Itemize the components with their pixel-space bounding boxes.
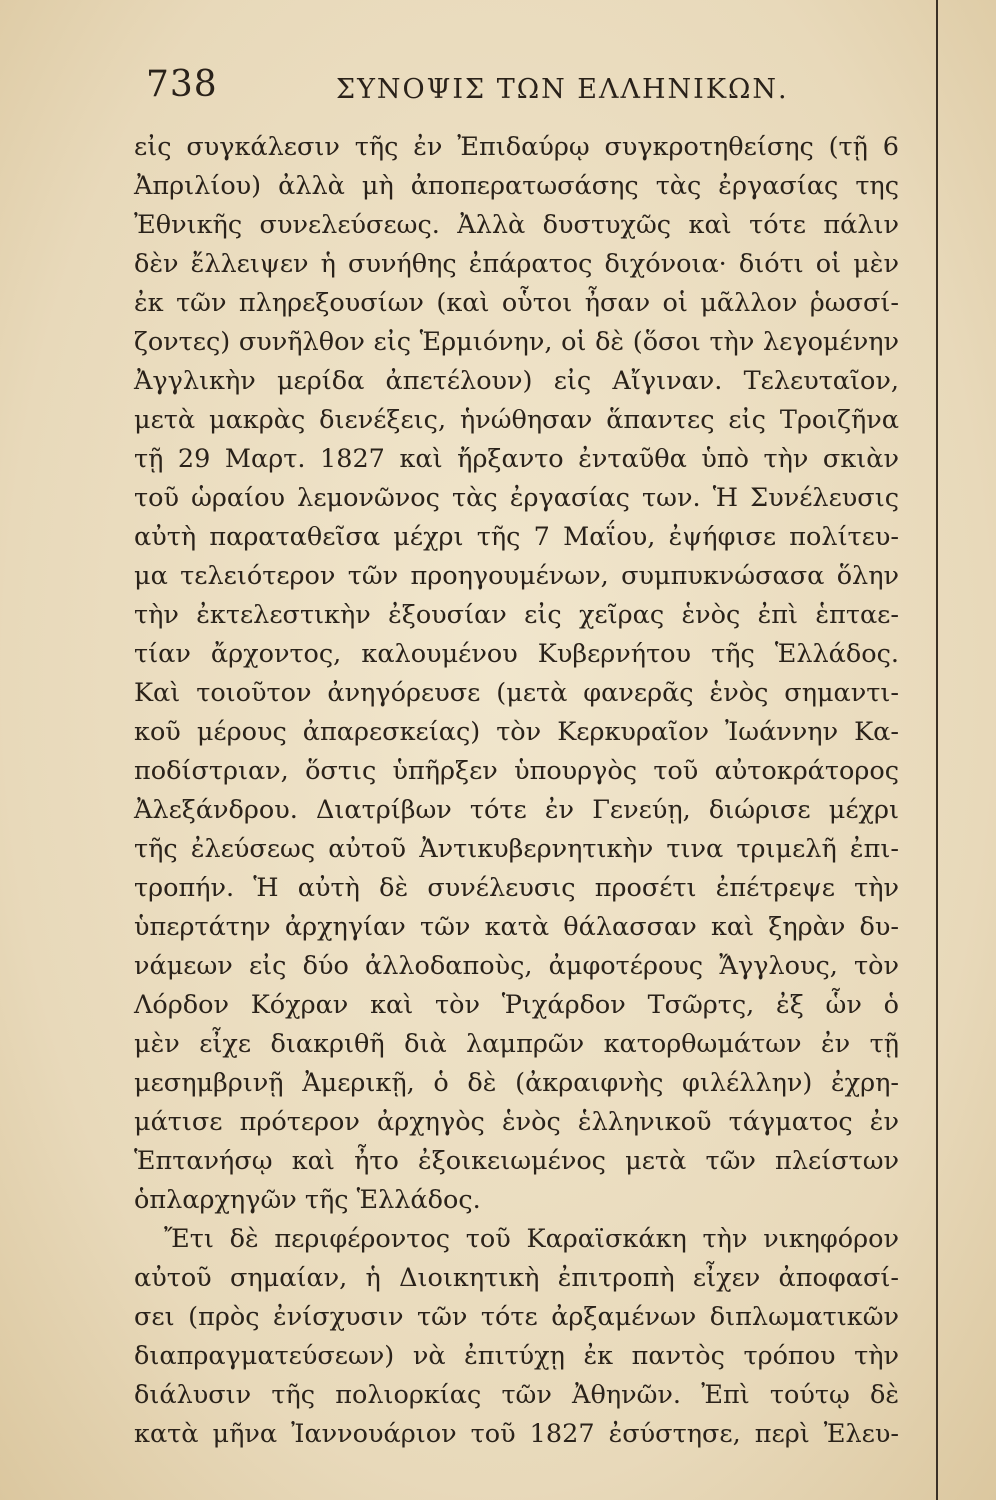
page-number: 738 bbox=[146, 64, 218, 105]
text-line: νάμεων εἰς δύο ἀλλοδαποὺς, ἀμφοτέρους Ἄγγλους, τὸν bbox=[134, 951, 899, 981]
text-line: Ἀλεξάνδρου. Διατρίβων τότε ἐν Γενεύῃ, διώρισε μέχρι bbox=[134, 795, 899, 825]
text-line: ὁπλαρχηγῶν τῆς Ἑλλάδος. bbox=[134, 1185, 481, 1215]
body-text bbox=[134, 128, 899, 1454]
text-line: κατὰ μῆνα Ἰαννουάριον τοῦ 1827 ἐσύστησε, περὶ Ἐλευ- bbox=[134, 1419, 899, 1449]
running-title: ΣΥΝΟΨΙΣ ΤΩΝ ΕΛΛΗΝΙΚΩΝ. bbox=[336, 74, 789, 105]
text-line: μὲν εἶχε διακριθῆ διὰ λαμπρῶν κατορθωμάτων ἐν τῇ bbox=[134, 1029, 899, 1059]
text-line: μα τελειότερον τῶν προηγουμένων, συμπυκνώσασα ὅλην bbox=[134, 561, 899, 591]
text-line: τίαν ἄρχοντος, καλουμένου Κυβερνήτου τῆς Ἑλλάδος. bbox=[134, 639, 899, 669]
text-line: τὴν ἐκτελεστικὴν ἐξουσίαν εἰς χεῖρας ἑνὸς ἐπὶ ἑπταε- bbox=[134, 600, 899, 630]
text-line: αὐτὴ παραταθεῖσα μέχρι τῆς 7 Μαΐου, ἐψήφισε πολίτευ- bbox=[134, 522, 899, 552]
text-line: κοῦ μέρους ἀπαρεσκείας) τὸν Κερκυραῖον Ἰωάννην Κα- bbox=[134, 717, 899, 747]
text-line: Ἀπριλίου) ἀλλὰ μὴ ἀποπερατωσάσης τὰς ἐργασίας της bbox=[134, 171, 899, 201]
text-line: διάλυσιν τῆς πολιορκίας τῶν Ἀθηνῶν. Ἐπὶ τούτῳ δὲ bbox=[134, 1380, 899, 1410]
text-line: μάτισε πρότερον ἀρχηγὸς ἑνὸς ἑλληνικοῦ τάγματος ἐν bbox=[134, 1107, 899, 1137]
page-edge-line bbox=[936, 0, 938, 1500]
text-line: δὲν ἔλλειψεν ἡ συνήθης ἐπάρατος διχόνοια· διότι οἱ μὲν bbox=[134, 249, 899, 279]
text-line: Ἀγγλικὴν μερίδα ἀπετέλουν) εἰς Αἴγιναν. Τελευταῖον, bbox=[134, 366, 899, 396]
text-line: ζοντες) συνῆλθον εἰς Ἑρμιόνην, οἱ δὲ (ὅσοι τὴν λεγομένην bbox=[134, 327, 899, 357]
text-line: Ἑπτανήσῳ καὶ ἦτο ἐξοικειωμένος μετὰ τῶν πλείστων bbox=[134, 1146, 899, 1176]
text-line: τῆς ἐλεύσεως αὐτοῦ Ἀντικυβερνητικὴν τινα τριμελῆ ἐπι- bbox=[134, 834, 899, 864]
text-line: Ἐθνικῆς συνελεύσεως. Ἀλλὰ δυστυχῶς καὶ τότε πάλιν bbox=[134, 210, 899, 240]
text-line: μεσημβρινῇ Ἀμερικῇ, ὁ δὲ (ἀκραιφνὴς φιλέλλην) ἐχρη- bbox=[134, 1068, 899, 1098]
text-line: τῇ 29 Μαρτ. 1827 καὶ ἤρξαντο ἐνταῦθα ὑπὸ τὴν σκιὰν bbox=[134, 444, 899, 474]
text-line: σει (πρὸς ἐνίσχυσιν τῶν τότε ἀρξαμένων διπλωματικῶν bbox=[134, 1302, 899, 1332]
text-line: εἰς συγκάλεσιν τῆς ἐν Ἐπιδαύρῳ συγκροτηθείσης (τῇ 6 bbox=[134, 132, 899, 162]
text-line: ἐκ τῶν πληρεξουσίων (καὶ οὗτοι ἦσαν οἱ μᾶλλον ῥωσσί- bbox=[134, 288, 899, 318]
text-line: αὐτοῦ σημαίαν, ἡ Διοικητικὴ ἐπιτροπὴ εἶχεν ἀποφασί- bbox=[134, 1263, 899, 1293]
text-line: ὑπερτάτην ἀρχηγίαν τῶν κατὰ θάλασσαν καὶ ξηρὰν δυ- bbox=[134, 912, 899, 942]
text-line: διαπραγματεύσεων) νὰ ἐπιτύχῃ ἐκ παντὸς τρόπου τὴν bbox=[134, 1341, 899, 1371]
text-line: τοῦ ὡραίου λεμονῶνος τὰς ἐργασίας των. Ἡ Συνέλευσις bbox=[134, 483, 899, 513]
text-line: ποδίστριαν, ὅστις ὑπῆρξεν ὑπουργὸς τοῦ αὐτοκράτορος bbox=[134, 756, 899, 786]
text-line: Καὶ τοιοῦτον ἀνηγόρευσε (μετὰ φανερᾶς ἑνὸς σημαντι- bbox=[134, 678, 899, 708]
paragraph-first-line: Ἔτι δὲ περιφέροντος τοῦ Καραϊσκάκη τὴν νικηφόρον bbox=[164, 1224, 899, 1254]
text-line: τροπήν. Ἡ αὐτὴ δὲ συνέλευσις προσέτι ἐπέτρεψε τὴν bbox=[134, 873, 899, 903]
page-header bbox=[146, 64, 886, 114]
text-line: Λόρδον Κόχραν καὶ τὸν Ῥιχάρδον Τσῶρτς, ἐξ ὧν ὁ bbox=[134, 990, 899, 1020]
text-line: μετὰ μακρὰς διενέξεις, ἡνώθησαν ἅπαντες εἰς Τροιζῆνα bbox=[134, 405, 899, 435]
